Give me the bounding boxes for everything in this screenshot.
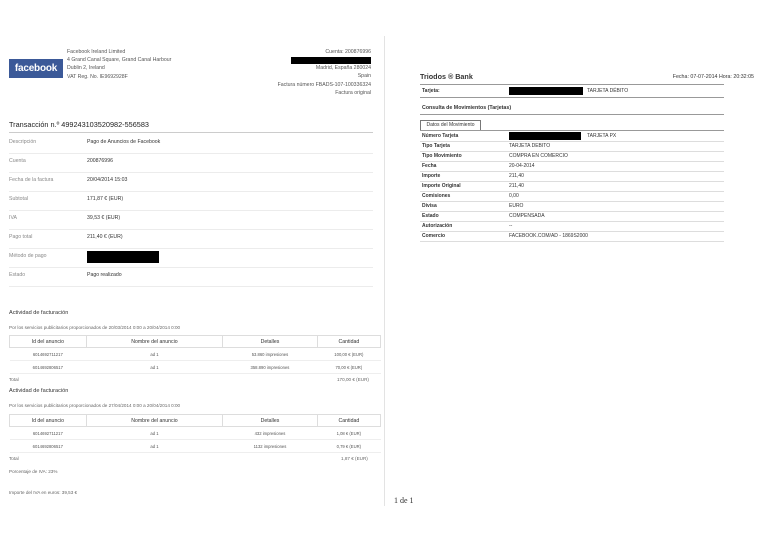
column-header: Nombre del anuncio [86,415,223,427]
ad-id: 6014692806517 [10,440,87,453]
detail-value: 171,87 € (EUR) [87,196,124,202]
detail-label: Fecha de la factura [9,177,54,183]
movement-row [420,231,724,242]
ad-amount: 0,79 € (EUR) [317,440,380,453]
detail-label: Cuenta [9,158,26,164]
field-label: Número Tarjeta [422,133,459,139]
field-value: TARJETA DEBITO [509,143,551,149]
ad-name: ad 1 [86,427,223,440]
ad-name: ad 1 [86,440,223,453]
bank-statement-page [386,36,768,506]
field-value: 211,40 [509,173,524,179]
field-label: Comercio [422,233,446,239]
field-label: Tipo Movimiento [422,153,462,159]
detail-label: Descripción [9,139,37,145]
column-header: Cantidad [317,336,380,348]
field-label: Tipo Tarjeta [422,143,450,149]
column-header: Cantidad [317,415,380,427]
field-label: Importe [422,173,441,179]
column-header: Detalles [223,415,317,427]
field-value: COMPENSADA [509,213,545,219]
billing-period: Por los servicios publicitarios proporcionados de 20/03/2014 0:00 a 20/04/2014 0:00 [9,325,181,330]
address-line: Spain [357,73,371,80]
ad-details: 432 impresiones [223,427,317,440]
detail-row [9,267,373,287]
field-value: 211,40 [509,183,524,189]
card-type: TARJETA DÉBITO [587,88,629,94]
divider [420,84,724,85]
field-label: Fecha [422,163,437,169]
billing-title: Actividad de facturación [9,310,69,316]
card-header [420,86,724,96]
column-header: Nombre del anuncio [86,336,223,348]
field-value: 20-04-2014 [509,163,535,169]
column-header: Detalles [223,336,317,348]
table-row [10,348,381,361]
table-row [10,440,381,453]
divider [9,132,373,133]
field-label: Divisa [422,203,437,209]
company-line: 4 Grand Canal Square, Grand Canal Harbour [67,57,172,64]
vat-percentage: Porcentaje de IVA: 23% [9,469,58,474]
detail-label: Método de pago [9,253,47,259]
total-value: 1,87 € (EUR) [341,456,368,461]
divider [420,97,724,98]
field-value: EURO [509,203,524,209]
table-row [10,427,381,440]
total-value: 170,00 € (EUR) [337,377,369,382]
company-address [67,48,171,81]
address-line: Madrid, España 280024 [315,65,371,72]
detail-row [9,210,373,230]
ad-amount: 70,00 € (EUR) [317,361,380,374]
company-line: Dublin 2, Ireland [67,65,105,72]
ad-details: 53.860 impresiones [223,348,317,361]
company-line: Facebook Ireland Limited [67,49,126,55]
field-label: Autorización [422,223,453,229]
ad-id: 6014692806517 [10,361,87,374]
redacted-payment-method [87,251,159,263]
detail-row [9,134,373,154]
ad-details: 358.890 impresiones [223,361,317,374]
field-label: Importe Original [422,183,461,189]
field-label: Estado [422,213,439,219]
redacted-card-number [509,132,581,140]
detail-label: Estado [9,272,26,278]
billing-table [9,414,381,453]
detail-row [9,191,373,211]
ad-amount: 1,08 € (EUR) [317,427,380,440]
detail-row [9,153,373,173]
facebook-logo: facebook [9,59,63,78]
total-label: Total [9,456,19,461]
invoice-original-label: Factura original [335,89,371,96]
redacted-card [509,87,583,95]
page-number: 1 de 1 [394,496,414,505]
billing-title: Actividad de facturación [9,388,69,394]
field-value: -- [509,223,513,229]
total-label: Total [9,377,19,382]
facebook-invoice-page [0,36,385,506]
account-header: Cuenta: 200876996 [325,49,371,55]
field-value: COMPRA EN COMERCIO [509,153,568,159]
detail-value: 20/04/2014 15:03 [87,177,128,183]
detail-label: Subtotal [9,196,29,202]
column-header: Id del anuncio [10,336,87,348]
billing-address [278,48,371,97]
field-value: 0,00 [509,193,519,199]
billing-table [9,335,381,374]
invoice-number: Factura número FBADS-107-100336324 [277,81,371,88]
card-label: Tarjeta: [422,88,440,94]
detail-row [9,248,373,268]
ad-name: ad 1 [86,361,223,374]
ad-name: ad 1 [86,348,223,361]
field-value: FACEBOOK.COM/AD - 1869S2000 [509,233,588,239]
detail-value: 200876996 [87,158,113,164]
ad-details: 1132 impresiones [223,440,317,453]
field-value: TARJETA PX [587,133,617,139]
detail-label: IVA [9,215,17,221]
detail-row [9,229,373,249]
statement-date: Fecha: 07-07-2014 Hora: 20:32:05 [672,74,754,80]
tab-datos-movimiento[interactable]: Datos del Movimiento [420,120,481,130]
divider [420,114,724,115]
detail-value: 211,40 € (EUR) [87,234,123,240]
detail-label: Pago total [9,234,33,240]
ad-amount: 100,00 € (EUR) [317,348,380,361]
ad-id: 6014692711217 [10,427,87,440]
ad-id: 6014692711217 [10,348,87,361]
transaction-number: Transacción n.º 499243103520982-556583 [9,120,149,129]
company-line: VAT Reg. No. IE9692928F [67,73,128,80]
table-row [10,361,381,374]
detail-value: Pago realizado [87,272,122,278]
triodos-bank-logo: Triodos ® Bank [420,72,473,81]
detail-row [9,172,373,192]
vat-amount: Importe del IVA en euros: 39,53 € [9,490,78,495]
redacted-name [291,57,371,64]
billing-period: Por los servicios publicitarios proporcionados de 27/04/2014 0:00 a 20/04/2014 0:00 [9,403,181,408]
detail-value: Pago de Anuncios de Facebook [87,139,161,145]
section-title: Consulta de Movimientos (Tarjetas) [422,105,512,111]
field-label: Comisiones [422,193,451,199]
column-header: Id del anuncio [10,415,87,427]
detail-value: 39,53 € (EUR) [87,215,121,221]
